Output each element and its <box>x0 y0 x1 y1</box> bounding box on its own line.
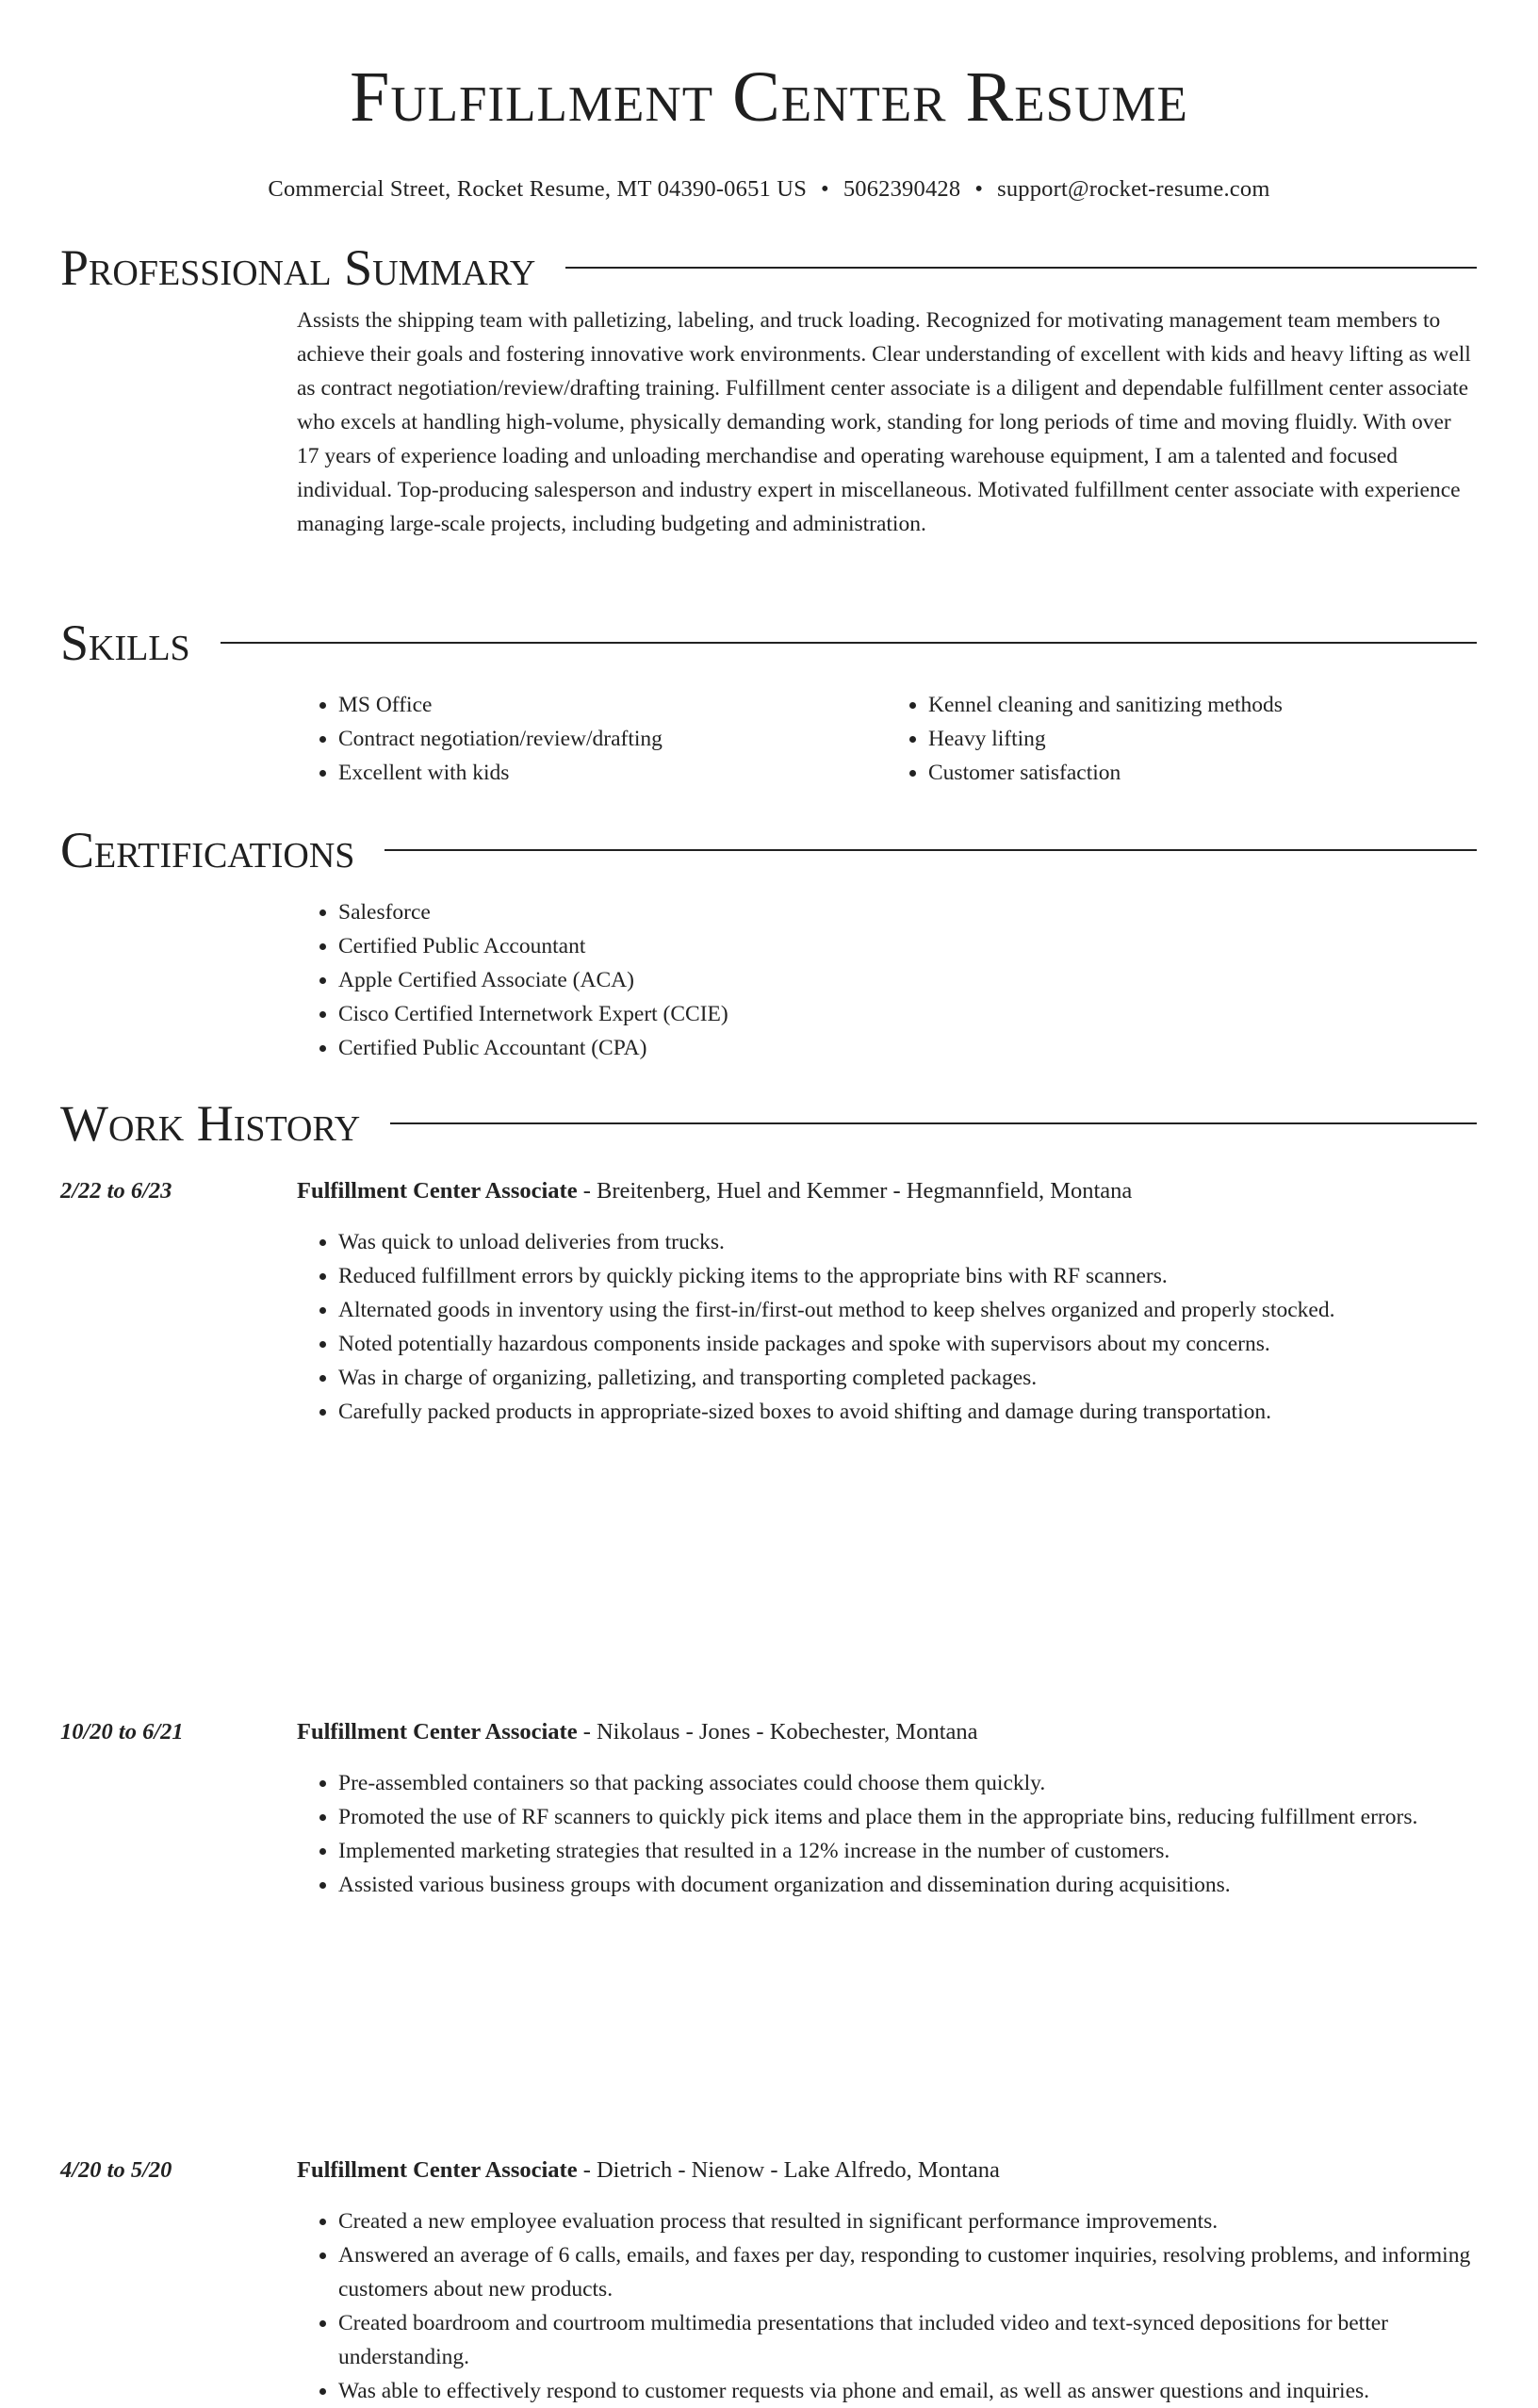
job-title: Fulfillment Center Associate <box>297 1719 578 1745</box>
job-entry <box>60 1715 1477 1902</box>
job-bullet: • Created boardroom and courtroom multimedia presentations that included video and text-synced depositions for better understanding. <box>338 2306 1477 2374</box>
certifications-list <box>297 895 1477 1065</box>
job-employer: - Dietrich - Nienow - Lake Alfredo, Montana <box>577 2157 1000 2183</box>
certification-item: • Certified Public Accountant <box>338 929 1477 963</box>
section-title-summary: Professional Summary <box>60 239 536 296</box>
job-bullets <box>297 1225 1477 1429</box>
job-bullet: • Pre-assembled containers so that packing associates could choose them quickly. <box>338 1766 1477 1800</box>
skills-column-right <box>887 688 1477 790</box>
contact-separator: • <box>821 176 829 202</box>
contact-email: support@rocket-resume.com <box>997 176 1270 202</box>
skills-list <box>297 688 1477 790</box>
job-details <box>297 2154 1477 2408</box>
work-history-section <box>60 1095 1477 1152</box>
section-divider <box>221 642 1477 644</box>
skills-section <box>60 614 1477 790</box>
job-title: Fulfillment Center Associate <box>297 2157 578 2183</box>
section-header <box>60 822 1477 878</box>
section-divider <box>390 1122 1477 1124</box>
job-bullets <box>297 2204 1477 2408</box>
contact-separator: • <box>974 176 984 202</box>
certification-item: • Salesforce <box>338 895 1477 929</box>
skill-item: • Customer satisfaction <box>928 756 1477 790</box>
skill-item: • MS Office <box>338 688 887 722</box>
contact-address: Commercial Street, Rocket Resume, MT 04390-0651 US <box>268 176 808 202</box>
job-bullet: • Alternated goods in inventory using the first-in/first-out method to keep shelves organized and properly stocked. <box>338 1293 1477 1327</box>
section-header <box>60 614 1477 671</box>
job-bullet: • Answered an average of 6 calls, emails, and faxes per day, responding to customer inquiries, resolving problems, and informing customers about new products. <box>338 2238 1477 2306</box>
section-header <box>60 239 1477 296</box>
job-employer: - Breitenberg, Huel and Kemmer - Hegmannfield, Montana <box>577 1178 1133 1204</box>
section-divider <box>384 849 1477 851</box>
certification-item: • Certified Public Accountant (CPA) <box>338 1031 1477 1065</box>
certification-item: • Cisco Certified Internetwork Expert (CCIE) <box>338 997 1477 1031</box>
job-bullet: • Carefully packed products in appropriate-sized boxes to avoid shifting and damage during transportation. <box>338 1395 1477 1429</box>
job-heading <box>297 1174 1477 1208</box>
job-heading <box>297 1715 1477 1749</box>
resume-header <box>0 55 1538 204</box>
certifications-body <box>297 895 1477 1065</box>
job-dates: 10/20 to 6/21 <box>60 1719 184 1745</box>
skills-column-left <box>297 688 887 790</box>
summary-body <box>297 303 1477 541</box>
job-bullet: • Was in charge of organizing, palletizing, and transporting completed packages. <box>338 1361 1477 1395</box>
skill-item: • Contract negotiation/review/drafting <box>338 722 887 756</box>
summary-section <box>60 239 1477 541</box>
job-details <box>297 1715 1477 1902</box>
skill-item: • Excellent with kids <box>338 756 887 790</box>
skill-item: • Heavy lifting <box>928 722 1477 756</box>
section-divider <box>565 267 1477 269</box>
contact-line <box>0 175 1538 204</box>
job-dates: 2/22 to 6/23 <box>60 1178 172 1204</box>
job-bullet: • Created a new employee evaluation process that resulted in significant performance improvements. <box>338 2204 1477 2238</box>
skill-item: • Kennel cleaning and sanitizing methods <box>928 688 1477 722</box>
section-title-skills: Skills <box>60 614 190 671</box>
job-bullet: • Reduced fulfillment errors by quickly picking items to the appropriate bins with RF scanners. <box>338 1259 1477 1293</box>
certification-item: • Apple Certified Associate (ACA) <box>338 963 1477 997</box>
section-header <box>60 1095 1477 1152</box>
job-bullets <box>297 1766 1477 1902</box>
job-bullet: • Noted potentially hazardous components inside packages and spoke with supervisors about my concerns. <box>338 1327 1477 1361</box>
job-dates: 4/20 to 5/20 <box>60 2157 172 2183</box>
job-heading <box>297 2154 1477 2187</box>
job-bullet: • Was quick to unload deliveries from trucks. <box>338 1225 1477 1259</box>
summary-text: Assists the shipping team with palletizing, labeling, and truck loading. Recognized for motivating management team members to achieve their goals and fostering innovative work environments. Clear understanding of excellent with kids and heavy lifting as well as contract negotiation/review/drafting training. Fulfillment center associate is a diligent and dependable fulfillment center associate who excels at handling high-volume, physically demanding work, standing for long periods of time and moving fluidly. With over 17 years of experience loading and unloading merchandise and operating warehouse equipment, I am a talented and focused individual. Top-producing salesperson and industry expert in miscellaneous. Motivated fulfillment center associate with experience managing large-scale projects, including budgeting and administration. <box>297 308 1471 536</box>
job-entry <box>60 1174 1477 1429</box>
job-bullet: • Promoted the use of RF scanners to quickly pick items and place them in the appropriate bins, reducing fulfillment errors. <box>338 1800 1477 1834</box>
section-title-certifications: Certifications <box>60 822 355 878</box>
job-title: Fulfillment Center Associate <box>297 1178 578 1204</box>
certifications-section <box>60 822 1477 1065</box>
job-bullet: • Assisted various business groups with document organization and dissemination during acquisitions. <box>338 1868 1477 1902</box>
section-title-work-history: Work History <box>60 1095 361 1152</box>
job-bullet: • Was able to effectively respond to customer requests via phone and email, as well as answer questions and inquiries. <box>338 2374 1477 2408</box>
job-employer: - Nikolaus - Jones - Kobechester, Montana <box>577 1719 978 1745</box>
resume-title: Fulfillment Center Resume <box>350 57 1188 137</box>
job-entry <box>60 2154 1477 2408</box>
job-details <box>297 1174 1477 1429</box>
job-bullet: • Implemented marketing strategies that resulted in a 12% increase in the number of customers. <box>338 1834 1477 1868</box>
contact-phone: 5062390428 <box>843 176 961 202</box>
